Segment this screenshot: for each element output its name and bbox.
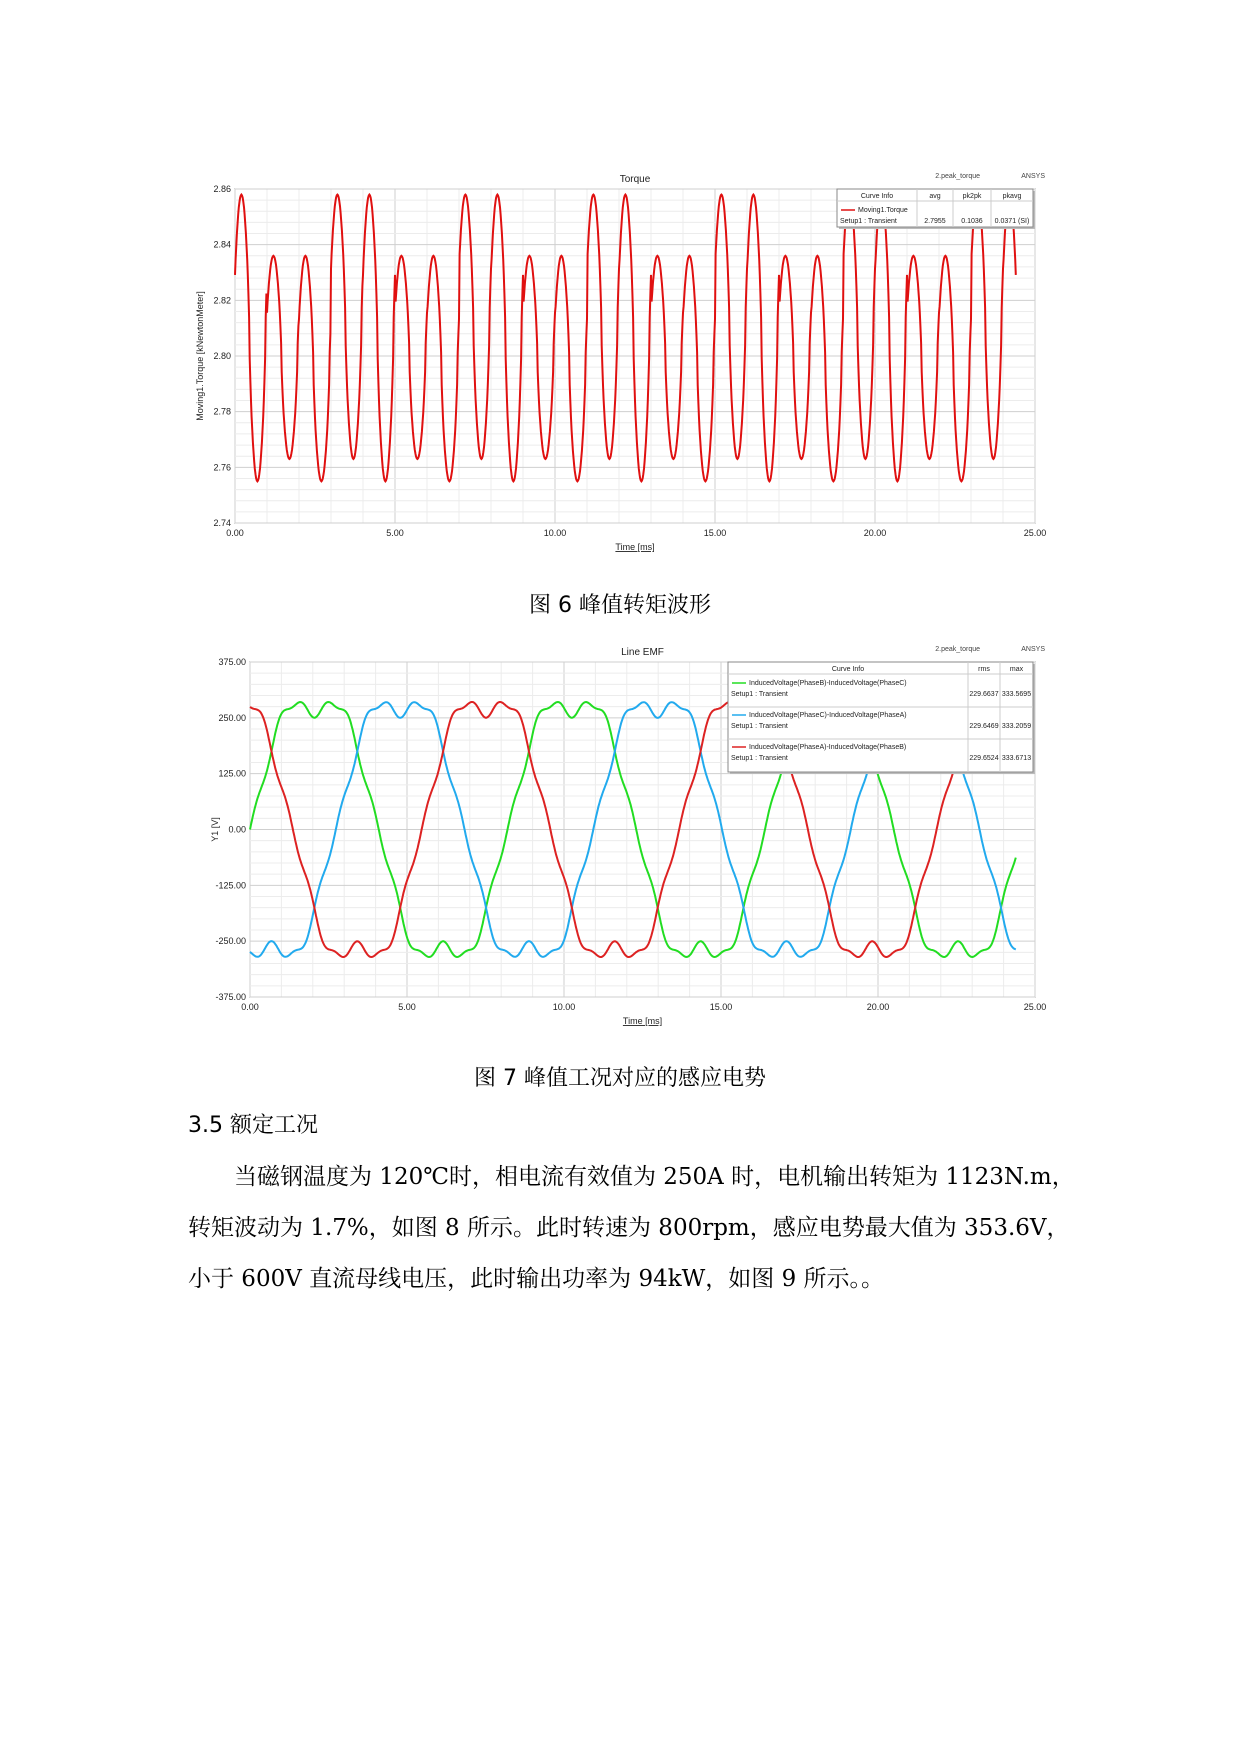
brand-label: ANSYS	[1021, 173, 1045, 180]
y-tick-label: 2.80	[213, 351, 231, 361]
x-tick-label: 10.00	[552, 1002, 576, 1012]
torque-chart-svg	[195, 165, 1065, 565]
brand-label: ANSYS	[1021, 646, 1045, 653]
y-tick-label: 125.00	[218, 768, 246, 779]
legend-setup: Setup1 : Transient	[731, 691, 788, 698]
emf-chart	[195, 640, 1065, 1040]
legend-value: 333.2059	[1001, 723, 1032, 730]
legend-setup: Setup1 : Transient	[731, 723, 788, 730]
x-tick-label: 0.00	[241, 1002, 259, 1012]
legend-series-name: InducedVoltage(PhaseB)-InducedVoltage(PhaseC)	[749, 680, 907, 687]
x-tick-label: 25.00	[1023, 1002, 1047, 1012]
x-tick-label: 15.00	[703, 528, 727, 538]
y-tick-label: 2.74	[213, 518, 231, 528]
legend-value: 229.6637	[969, 691, 999, 698]
legend-value: 0.0371 (SI)	[994, 218, 1030, 225]
y-tick-label: 2.84	[213, 239, 231, 250]
x-tick-label: 10.00	[543, 528, 567, 538]
legend-header: avg	[929, 193, 941, 200]
x-tick-label: 20.00	[863, 528, 887, 538]
x-tick-label: 20.00	[866, 1002, 890, 1012]
legend-header: Curve Info	[831, 666, 865, 673]
legend-value: 333.5695	[1001, 691, 1032, 698]
paragraph-line: 转矩波动为 1.7%，如图 8 所示。此时转速为 800rpm，感应电势最大值为 353.6V，	[188, 1215, 1070, 1241]
emf-chart-svg	[195, 640, 1065, 1040]
corner-label: 2.peak_torque	[935, 173, 980, 180]
y-axis-label: Y1 [V]	[210, 817, 220, 842]
paragraph-line: 当磁钢温度为 120℃时，相电流有效值为 250A 时，电机输出转矩为 1123N.m，	[234, 1164, 1075, 1190]
figure6-caption: 图 6 峰值转矩波形	[529, 593, 711, 618]
y-tick-label: -250.00	[215, 936, 246, 947]
corner-label: 2.peak_torque	[935, 646, 980, 653]
x-tick-label: 15.00	[709, 1002, 733, 1012]
legend-header: max	[1009, 666, 1024, 673]
legend	[728, 662, 1035, 774]
y-tick-label: 375.00	[218, 657, 246, 667]
y-tick-label: -375.00	[215, 992, 246, 1002]
section-heading: 3.5 额定工况	[188, 1113, 318, 1138]
legend-header: Curve Info	[860, 193, 894, 200]
legend-header: rms	[978, 666, 990, 673]
legend-setup: Setup1 : Transient	[840, 218, 897, 225]
legend-setup: Setup1 : Transient	[731, 755, 788, 762]
figure7-caption: 图 7 峰值工况对应的感应电势	[474, 1066, 766, 1091]
legend-header: pkavg	[1002, 193, 1022, 200]
y-tick-label: 2.82	[213, 295, 231, 306]
x-tick-label: 5.00	[398, 1002, 416, 1012]
legend-value: 333.6713	[1001, 755, 1032, 762]
chart-title: Line EMF	[621, 647, 664, 658]
x-axis-label: Time [ms]	[615, 542, 655, 552]
legend-value: 2.7955	[924, 218, 946, 225]
y-tick-label: -125.00	[215, 880, 246, 891]
y-tick-label: 2.86	[213, 184, 231, 194]
legend	[837, 189, 1035, 229]
y-tick-label: 0.00	[228, 824, 246, 835]
legend-value: 229.6524	[969, 755, 999, 762]
legend-value: 229.6469	[969, 723, 999, 730]
x-tick-label: 25.00	[1023, 528, 1047, 538]
torque-chart	[195, 165, 1065, 565]
x-axis-label: Time [ms]	[622, 1016, 663, 1026]
legend-series-name: Moving1.Torque	[858, 207, 908, 214]
legend-series-name: InducedVoltage(PhaseA)-InducedVoltage(PhaseB)	[749, 744, 907, 751]
body-paragraph	[188, 1152, 1075, 1305]
y-axis-label: Moving1.Torque [kNewtonMeter]	[195, 291, 205, 421]
legend-value: 0.1036	[961, 218, 983, 225]
y-tick-label: 250.00	[218, 712, 246, 723]
legend-series-name: InducedVoltage(PhaseC)-InducedVoltage(PhaseA)	[749, 712, 907, 719]
y-tick-label: 2.78	[213, 406, 231, 417]
paragraph-line: 小于 600V 直流母线电压，此时输出功率为 94kW，如图 9 所示。。	[188, 1266, 885, 1292]
chart-title: Torque	[619, 174, 651, 185]
x-tick-label: 5.00	[386, 528, 404, 538]
x-tick-label: 0.00	[226, 528, 244, 538]
legend-header: pk2pk	[962, 193, 982, 200]
y-tick-label: 2.76	[213, 462, 231, 473]
